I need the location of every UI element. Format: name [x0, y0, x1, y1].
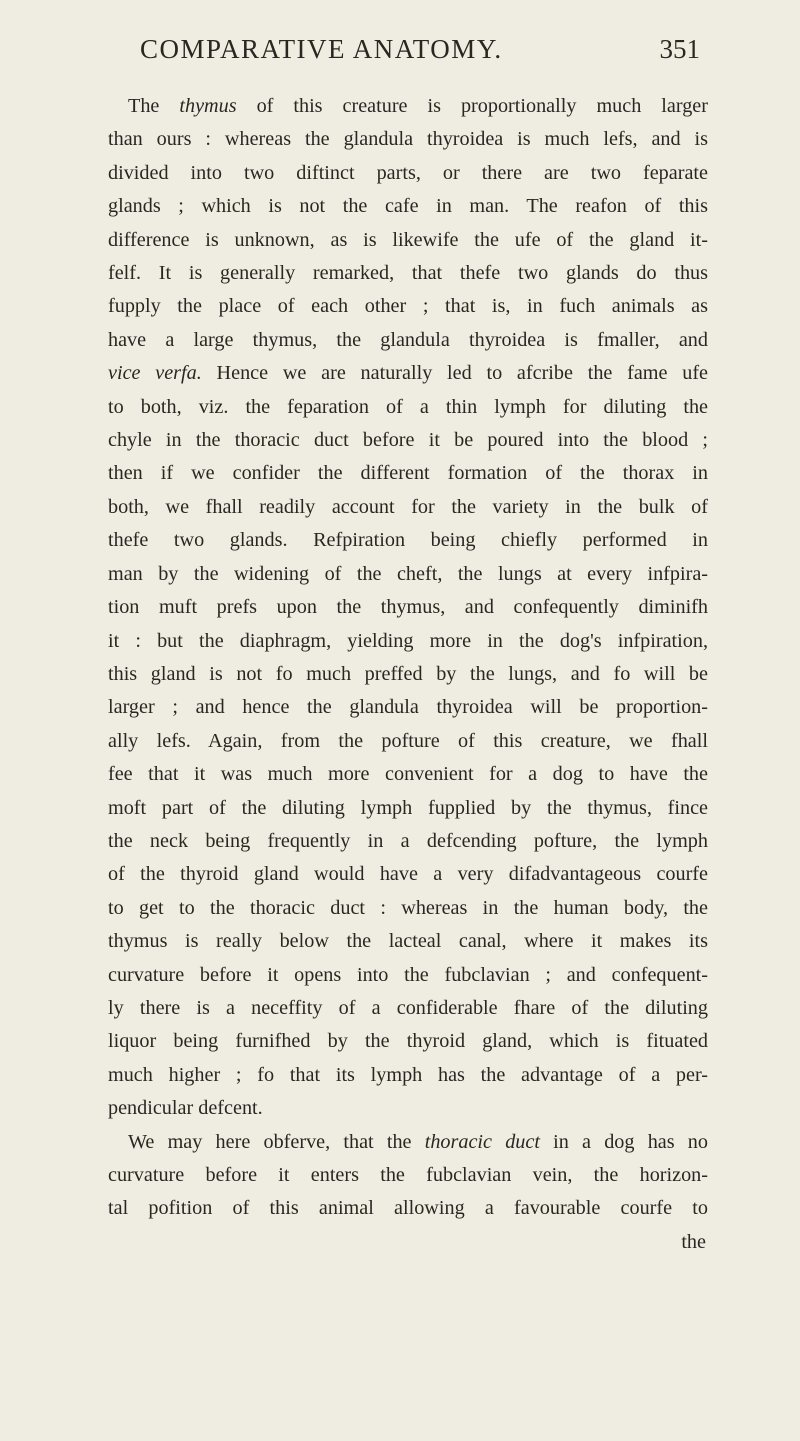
- text-run: have a large thymus, the glandula thyroidea is fmaller, and: [108, 328, 708, 351]
- text-line: [108, 858, 708, 891]
- text-line: [108, 725, 708, 758]
- text-line: [108, 691, 708, 724]
- text-line: [108, 1059, 708, 1092]
- text-run: pendicular defcent.: [108, 1097, 263, 1120]
- page-number: 351: [659, 34, 700, 64]
- paragraph: [108, 1126, 708, 1226]
- catchword: the: [681, 1230, 706, 1253]
- running-title: COMPARATIVE ANATOMY.: [140, 34, 503, 64]
- text-line: [108, 424, 708, 457]
- text-run: ly there is a neceffity of a confiderable fhare of the diluting: [108, 996, 708, 1019]
- text-run: fee that it was much more convenient for a dog to have the: [108, 763, 708, 786]
- text-line: [108, 224, 708, 257]
- italic-text-run: thoracic duct: [424, 1130, 540, 1153]
- text-run: moft part of the diluting lymph fupplied by the thymus, fince: [108, 796, 708, 819]
- text-line: [108, 959, 708, 992]
- text-line: [108, 157, 708, 190]
- text-run: to get to the thoracic duct : whereas in the human body, the: [108, 896, 708, 919]
- text-run: The: [128, 95, 180, 117]
- text-run: larger ; and hence the glandula thyroidea will be proportion-: [108, 696, 708, 719]
- text-run: curvature before it opens into the fubclavian ; and confequent-: [108, 963, 708, 986]
- body-text: [108, 90, 708, 1259]
- text-run: thefe two glands. Refpiration being chiefly performed in: [108, 529, 708, 552]
- text-run: to both, viz. the feparation of a thin lymph for diluting the: [108, 395, 708, 418]
- text-run: curvature before it enters the fubclavian vein, the horizon-: [108, 1164, 708, 1186]
- text-line: [108, 1192, 708, 1225]
- text-line: [108, 658, 708, 691]
- italic-text-run: vice verfa.: [108, 362, 202, 385]
- text-line: [108, 457, 708, 490]
- text-line: [108, 1159, 708, 1192]
- text-run: Hence we are naturally led to afcribe the fame ufe: [201, 362, 709, 385]
- text-run: felf. It is generally remarked, that thefe two glands do thus: [108, 262, 708, 285]
- text-line: [108, 992, 708, 1025]
- text-run: of the thyroid gland would have a very difadvantageous courfe: [108, 863, 708, 886]
- text-line: [108, 190, 708, 223]
- text-run: liquor being furnifhed by the thyroid gland, which is fituated: [108, 1030, 708, 1053]
- text-run: fupply the place of each other ; that is, in fuch animals as: [108, 295, 708, 318]
- text-line: [108, 558, 708, 591]
- text-line: [108, 758, 708, 791]
- paragraph: [108, 90, 708, 1126]
- text-line: [108, 524, 708, 557]
- text-run: much higher ; fo that its lymph has the advantage of a per-: [108, 1063, 708, 1086]
- text-line: [108, 1025, 708, 1058]
- text-run: divided into two diftinct parts, or there are two feparate: [108, 161, 708, 184]
- text-run: man by the widening of the cheft, the lungs at every infpira-: [108, 562, 708, 585]
- text-line: [108, 491, 708, 524]
- text-run: tion muft prefs upon the thymus, and confequently diminifh: [108, 596, 708, 619]
- text-line: [108, 391, 708, 424]
- text-run: tal pofition of this animal allowing a favourable courfe to: [108, 1197, 708, 1220]
- text-line: [108, 357, 708, 390]
- text-run: glands ; which is not the cafe in man. The reafon of this: [108, 195, 708, 218]
- text-run: than ours : whereas the glandula thyroidea is much lefs, and is: [108, 128, 708, 151]
- text-line: [108, 625, 708, 658]
- text-run: We may here obferve, that the: [128, 1130, 425, 1153]
- text-line: [108, 324, 708, 357]
- text-run: in a dog has no: [539, 1130, 708, 1153]
- text-line: [108, 290, 708, 323]
- running-head: [140, 34, 700, 74]
- text-run: both, we fhall readily account for the variety in the bulk of: [108, 495, 708, 518]
- text-run: it : but the diaphragm, yielding more in the dog's infpiration,: [108, 629, 708, 652]
- text-line: [108, 925, 708, 958]
- text-line: [108, 1092, 708, 1125]
- text-line: [108, 792, 708, 825]
- text-line: [108, 892, 708, 925]
- text-run: difference is unknown, as is likewife the ufe of the gland it-: [108, 228, 708, 251]
- text-run: chyle in the thoracic duct before it be poured into the blood ;: [108, 429, 708, 452]
- text-line: [108, 123, 708, 156]
- text-line: [108, 825, 708, 858]
- italic-text-run: thymus: [179, 95, 237, 117]
- text-run: ally lefs. Again, from the pofture of this creature, we fhall: [108, 729, 708, 752]
- text-run: the neck being frequently in a defcending pofture, the lymph: [108, 829, 708, 852]
- text-line: [108, 1126, 708, 1159]
- text-run: of this creature is proportionally much larger: [236, 95, 708, 117]
- text-run: this gland is not fo much preffed by the lungs, and fo will be: [108, 662, 708, 685]
- text-run: then if we confider the different formation of the thorax in: [108, 462, 708, 485]
- text-run: thymus is really below the lacteal canal, where it makes its: [108, 930, 708, 953]
- text-line: [108, 90, 708, 123]
- text-line: [108, 591, 708, 624]
- text-line: [108, 257, 708, 290]
